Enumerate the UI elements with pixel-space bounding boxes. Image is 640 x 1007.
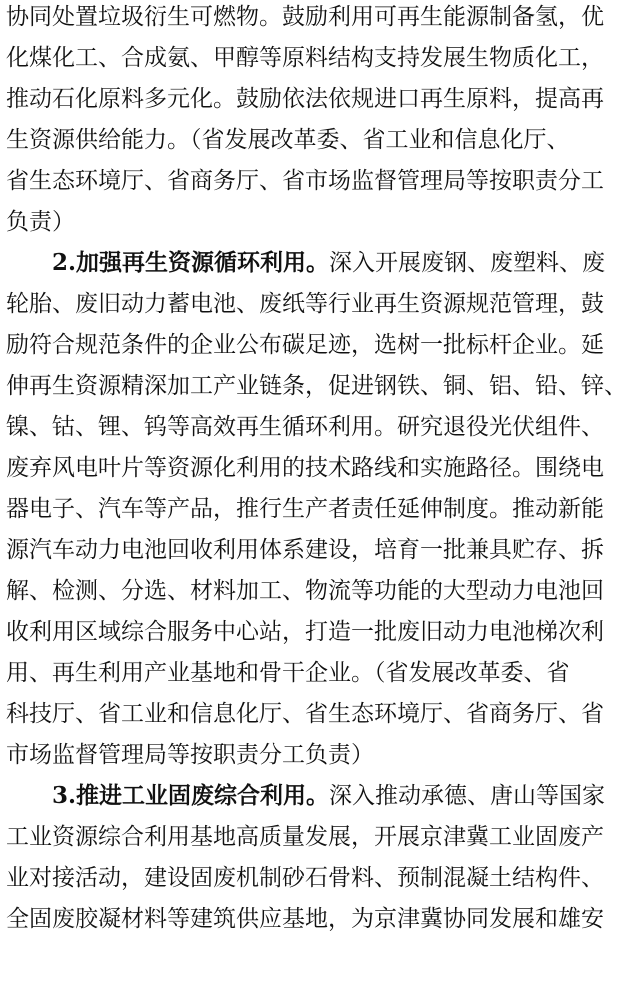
paragraph-2-line-8: 源汽车动力电池回收利用体系建设，培育一批兼具贮存、拆 — [6, 537, 604, 563]
paragraph-2-line-11: 用、再生利用产业基地和骨干企业。（省发展改革委、省 — [6, 660, 570, 686]
paragraph-2-line-4: 伸再生资源精深加工产业链条，促进钢铁、铜、铝、铅、锌、 — [6, 373, 627, 399]
paragraph-2-line-9: 解、检测、分选、材料加工、物流等功能的大型动力电池回 — [6, 578, 604, 604]
paragraph-2-line-13: 市场监督管理局等按职责分工负责） — [6, 742, 374, 768]
paragraph-3-line-1 — [52, 776, 634, 816]
paragraph-2-line-7: 器电子、汽车等产品，推行生产者责任延伸制度。推动新能 — [6, 496, 604, 522]
paragraph-3-heading: 3.推进工业固废综合利用。 — [52, 782, 330, 809]
paragraph-2-line-1 — [52, 243, 634, 283]
paragraph-2-line-12: 科技厅、省工业和信息化厅、省生态环境厅、省商务厅、省 — [6, 701, 604, 727]
paragraph-3-line-4: 全固废胶凝材料等建筑供应基地，为京津冀协同发展和雄安 — [6, 906, 604, 932]
paragraph-1-line-5: 省生态环境厅、省商务厅、省市场监督管理局等按职责分工 — [6, 168, 604, 194]
paragraph-2-line-1-text: 深入开展废钢、废塑料、废 — [329, 250, 606, 276]
paragraph-2-line-6: 废弃风电叶片等资源化利用的技术路线和实施路径。围绕电 — [6, 455, 604, 481]
paragraph-1-line-6: 负责） — [6, 209, 75, 235]
paragraph-2-line-5: 镍、钴、锂、钨等高效再生循环利用。研究退役光伏组件、 — [6, 414, 604, 440]
paragraph-1-line-1: 协同处置垃圾衍生可燃物。鼓励利用可再生能源制备氢，优 — [6, 4, 604, 30]
paragraph-2-line-3: 励符合规范条件的企业公布碳足迹，选树一批标杆企业。延 — [6, 332, 604, 358]
paragraph-2-line-2: 轮胎、废旧动力蓄电池、废纸等行业再生资源规范管理，鼓 — [6, 291, 604, 317]
paragraph-1-line-3: 推动石化原料多元化。鼓励依法依规进口再生原料，提高再 — [6, 86, 604, 112]
paragraph-1-line-2: 化煤化工、合成氨、甲醇等原料结构支持发展生物质化工， — [6, 45, 604, 71]
paragraph-2-heading: 2.加强再生资源循环利用。 — [52, 249, 330, 276]
paragraph-3-line-2: 工业资源综合利用基地高质量发展，开展京津冀工业固废产 — [6, 824, 604, 850]
paragraph-3-line-3: 业对接活动，建设固废机制砂石骨料、预制混凝土结构件、 — [6, 865, 604, 891]
paragraph-2-line-10: 收利用区域综合服务中心站，打造一批废旧动力电池梯次利 — [6, 619, 604, 645]
paragraph-3-line-1-text: 深入推动承德、唐山等国家 — [329, 783, 606, 809]
paragraph-1-line-4: 生资源供给能力。（省发展改革委、省工业和信息化厅、 — [6, 127, 570, 153]
